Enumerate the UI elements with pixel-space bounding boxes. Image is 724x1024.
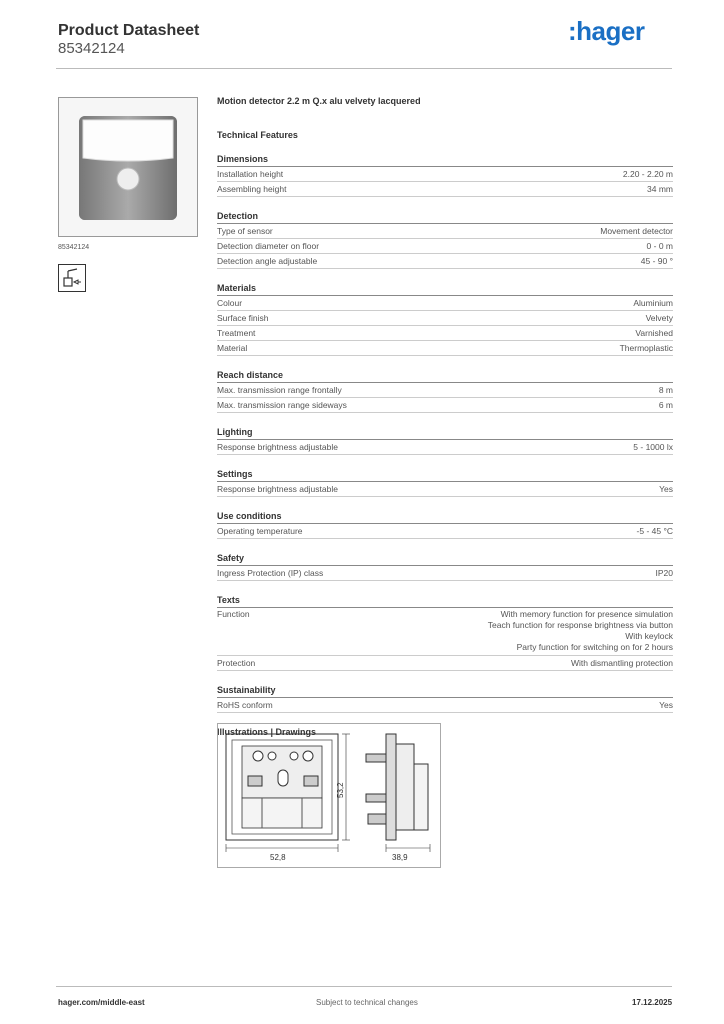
spec-value: -5 - 45 °C [636, 526, 673, 536]
spec-row [217, 440, 673, 455]
spec-section [217, 370, 673, 413]
spec-value: 34 mm [647, 184, 673, 194]
spec-row [217, 239, 673, 254]
spec-label: Function [217, 609, 250, 619]
spec-row [217, 383, 673, 398]
spec-row [217, 482, 673, 497]
spec-section [217, 211, 673, 269]
product-name: Motion detector 2.2 m Q.x alu velvety lacquered [217, 96, 421, 106]
spec-row [217, 608, 673, 656]
footer-date: 17.12.2025 [632, 998, 673, 1007]
spec-value: With dismantling protection [570, 658, 673, 668]
spec-label: Response brightness adjustable [217, 442, 338, 452]
spec-row [217, 524, 673, 539]
spec-value: 8 m [658, 385, 673, 395]
spec-row [217, 398, 673, 413]
section-title: Settings [217, 469, 673, 482]
spec-label: Material [217, 343, 248, 353]
spec-section [217, 553, 673, 581]
spec-value: 5 - 1000 lx [633, 442, 673, 452]
drawing-depth-label: 38,9 [392, 853, 408, 862]
spec-row [217, 311, 673, 326]
spec-row [217, 167, 673, 182]
product-image [58, 97, 198, 237]
footer-website-link[interactable]: hager.com/middle-east [58, 998, 145, 1007]
spec-label: Installation height [217, 169, 284, 179]
footer-divider [56, 986, 672, 987]
section-title: Reach distance [217, 370, 673, 383]
spec-row [217, 341, 673, 356]
technical-features-title: Technical Features [217, 130, 298, 140]
spec-label: Type of sensor [217, 226, 273, 236]
spec-label: Colour [217, 298, 243, 308]
spec-label: Response brightness adjustable [217, 484, 338, 494]
spec-value: Yes [659, 700, 673, 710]
spec-section [217, 595, 673, 671]
spec-row [217, 698, 673, 713]
spec-label: Detection angle adjustable [217, 256, 318, 266]
section-title: Dimensions [217, 154, 673, 167]
spec-value: Velvety [645, 313, 673, 323]
spec-row [217, 296, 673, 311]
spec-label: Surface finish [217, 313, 269, 323]
spec-value: Aluminium [633, 298, 673, 308]
spec-value: 2.20 - 2.20 m [622, 169, 673, 179]
spec-section [217, 283, 673, 356]
image-caption: 85342124 [58, 244, 90, 251]
technical-drawing [217, 723, 441, 868]
spec-row [217, 182, 673, 197]
section-title: Use conditions [217, 511, 673, 524]
drawing-height-label: 53,2 [336, 782, 345, 798]
spec-label: Ingress Protection (IP) class [217, 568, 324, 578]
section-title: Detection [217, 211, 673, 224]
spec-row [217, 656, 673, 671]
spec-label: RoHS conform [217, 700, 273, 710]
section-title: Texts [217, 595, 673, 608]
spec-section [217, 685, 673, 713]
section-title: Materials [217, 283, 673, 296]
spec-label: Assembling height [217, 184, 287, 194]
spec-content [217, 96, 673, 737]
drawing-width-label: 52,8 [270, 853, 286, 862]
spec-label: Treatment [217, 328, 256, 338]
spec-value: 6 m [658, 400, 673, 410]
header-divider [56, 68, 672, 69]
spec-row [217, 326, 673, 341]
spec-value: Varnished [635, 328, 673, 338]
spec-value: Thermoplastic [619, 343, 673, 353]
spec-label: Protection [217, 658, 256, 668]
spec-label: Operating temperature [217, 526, 303, 536]
spec-row [217, 566, 673, 581]
spec-value-line: Teach function for response brightness via button [487, 620, 673, 630]
hager-logo: :hager [568, 16, 645, 46]
section-title: Lighting [217, 427, 673, 440]
spec-section [217, 469, 673, 497]
footer-disclaimer: Subject to technical changes [316, 998, 418, 1007]
section-title: Safety [217, 553, 673, 566]
spec-label: Max. transmission range sideways [217, 400, 347, 410]
spec-section [217, 427, 673, 455]
spec-section [217, 511, 673, 539]
spec-value: Yes [659, 484, 673, 494]
spec-value: 45 - 90 ° [640, 256, 673, 266]
page-title: Product Datasheet [58, 22, 200, 39]
section-title: Sustainability [217, 685, 673, 698]
spec-label: Max. transmission range frontally [217, 385, 342, 395]
article-number: 85342124 [58, 40, 125, 57]
spec-value-line: With memory function for presence simulation [500, 609, 673, 619]
illustrations-title: Illustrations | Drawings [217, 727, 317, 737]
spec-value-line: With keylock [625, 631, 673, 641]
spec-value-line: Party function for switching on for 2 hours [516, 642, 673, 652]
spec-row [217, 254, 673, 269]
spec-row [217, 224, 673, 239]
spec-value [488, 609, 673, 653]
spec-value: 0 - 0 m [646, 241, 673, 251]
spec-value: Movement detector [600, 226, 673, 236]
spec-sections [217, 154, 673, 713]
spec-section [217, 154, 673, 197]
installation-symbol-icon [58, 264, 86, 292]
spec-value: IP20 [655, 568, 673, 578]
spec-label: Detection diameter on floor [217, 241, 320, 251]
